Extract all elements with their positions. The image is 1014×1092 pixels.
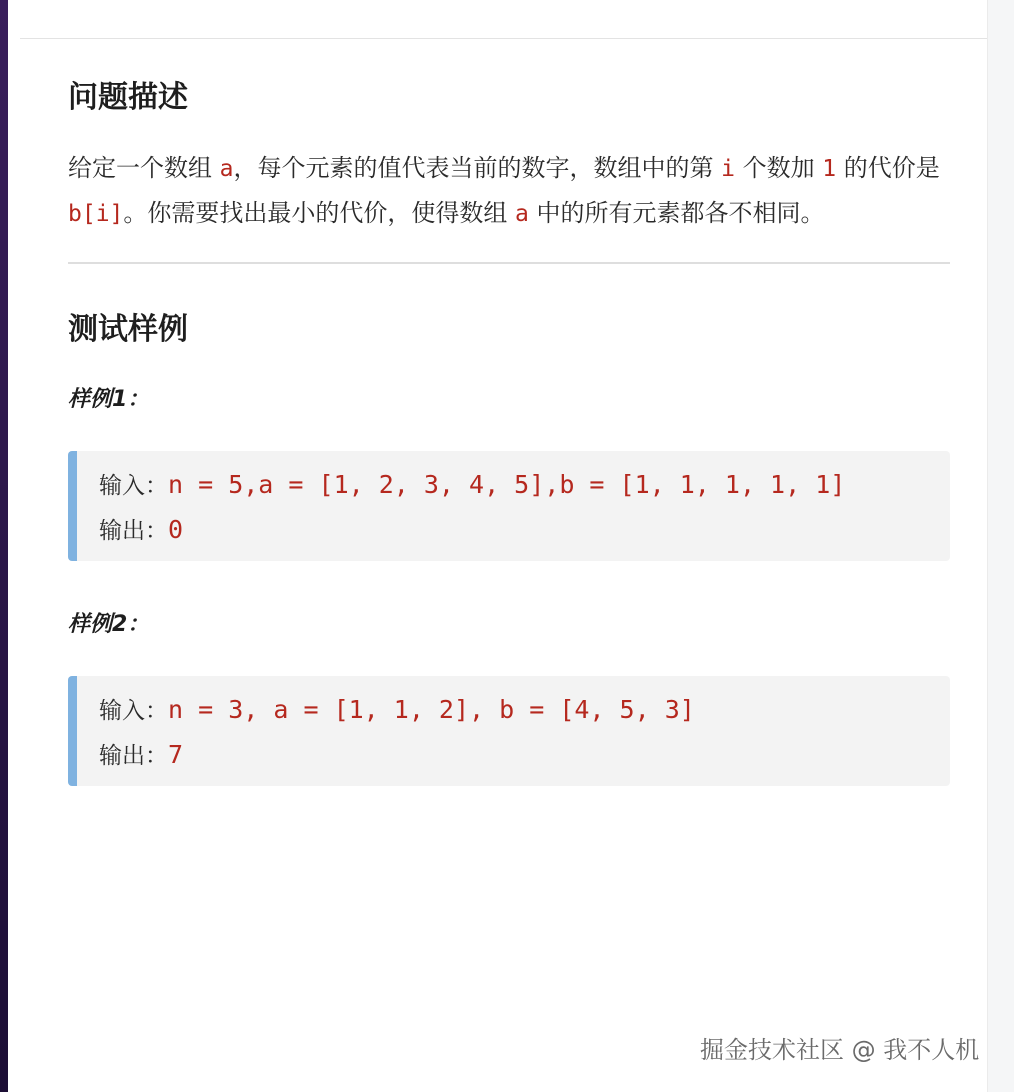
- example-1-input-value: n = 5,a = [1, 2, 3, 4, 5],b = [1, 1, 1, 1, 1]: [168, 470, 846, 499]
- code-var-bi: b[i]: [68, 201, 124, 227]
- example-1-output-line: [99, 508, 950, 553]
- example-2-box: [68, 676, 950, 786]
- example-2-input-line: [99, 688, 950, 733]
- section-divider: [68, 262, 950, 264]
- desc-text-2: ，每个元素的值代表当前的数字，数组中的第: [233, 154, 722, 182]
- site-watermark: 掘金技术社区 @ 我不人机: [700, 1036, 980, 1064]
- example-2-input-label: 输入：: [99, 698, 168, 724]
- left-window-edge: [0, 0, 8, 1092]
- desc-text-5: 。你需要找出最小的代价，使得数组: [123, 199, 516, 227]
- example-1-box: [68, 451, 950, 561]
- desc-text-3: 个数加: [735, 154, 823, 182]
- example-1-output-value: 0: [168, 515, 184, 544]
- example-2-output-value: 7: [168, 740, 184, 769]
- problem-description: [68, 146, 950, 236]
- code-var-a-2: a: [515, 201, 529, 227]
- example-1-title: 样例1：: [68, 387, 150, 412]
- code-var-i: i: [721, 156, 735, 182]
- example-1-input-line: [99, 463, 950, 508]
- example-1-input-label: 输入：: [99, 473, 168, 499]
- desc-text-6: 中的所有元素都各不相同。: [528, 199, 825, 227]
- problem-heading: 问题描述: [68, 80, 188, 115]
- tests-heading: 测试样例: [68, 312, 188, 347]
- code-num-1: 1: [822, 156, 837, 182]
- example-2-title: 样例2：: [68, 612, 150, 637]
- problem-content: [68, 80, 950, 786]
- example-2-input-value: n = 3, a = [1, 1, 2], b = [4, 5, 3]: [168, 695, 695, 724]
- example-1-output-label: 输出：: [99, 518, 168, 544]
- top-header-strip: [20, 0, 988, 39]
- example-2-output-line: [99, 733, 950, 778]
- right-scroll-gutter[interactable]: [987, 0, 1014, 1092]
- desc-text-4: 的代价是: [836, 154, 940, 182]
- example-2-output-label: 输出：: [99, 743, 168, 769]
- code-var-a: a: [219, 156, 234, 182]
- desc-text-1: 给定一个数组: [68, 154, 220, 182]
